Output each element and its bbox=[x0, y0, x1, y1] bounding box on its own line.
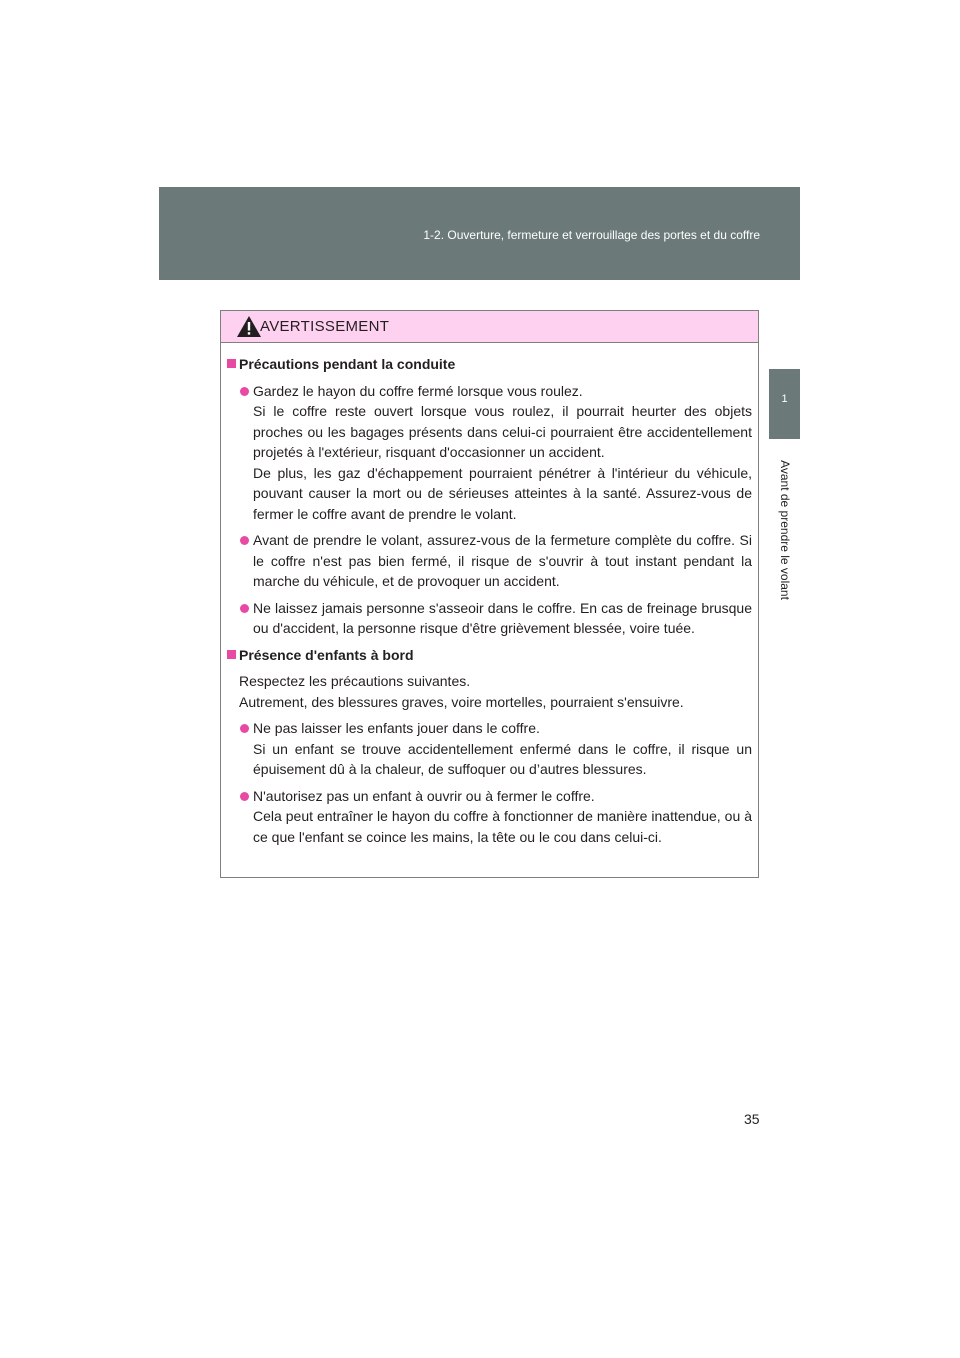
chapter-title: 1-2. Ouverture, fermeture et verrouillage des portes et du coffre bbox=[423, 228, 760, 242]
section-heading: Présence d'enfants à bord bbox=[227, 645, 752, 666]
page-number: 35 bbox=[744, 1111, 760, 1127]
warning-triangle-icon bbox=[236, 315, 262, 338]
warning-title: AVERTISSEMENT bbox=[260, 318, 390, 335]
chapter-tab bbox=[769, 369, 800, 439]
warning-body bbox=[221, 343, 758, 847]
round-bullet-icon bbox=[240, 792, 249, 801]
chapter-side-label: Avant de prendre le volant bbox=[778, 460, 792, 600]
list-item: N'autorisez pas un enfant à ouvrir ou à fermer le coffre. Cela peut entraîner le hayon du coffre à fonctionner de manière inattendue, ou à ce que l'enfant se coince les mains, la tête ou le cou dans celui-ci. bbox=[227, 786, 752, 848]
section-note: Respectez les précautions suivantes. Autrement, des blessures graves, voire mortelles, pourraient s'ensuivre. bbox=[239, 673, 684, 710]
round-bullet-icon bbox=[240, 724, 249, 733]
chapter-number: 1 bbox=[781, 393, 788, 405]
list-item: Gardez le hayon du coffre fermé lorsque vous roulez. Si le coffre reste ouvert lorsque vous roulez, il pourrait heurter des objets proches ou les bagages présents dans celui-ci pourraient être accidentellement projetés à l'extérieur, risquant d'occasionner un accident. De plus, les gaz d'échappement pourraient pénétrer à l'intérieur du véhicule, pouvant causer la mort ou de sérieuses atteintes à la santé. Assurez-vous de fermer le coffre avant de prendre le volant. bbox=[227, 381, 752, 525]
warning-header bbox=[221, 311, 758, 343]
chapter-header-band bbox=[159, 187, 800, 280]
list-item: Ne laissez jamais personne s'asseoir dans le coffre. En cas de freinage brusque ou d'accident, la personne risque d'être grièvement blessée, voire tuée. bbox=[227, 598, 752, 639]
list-item: Avant de prendre le volant, assurez-vous de la fermeture complète du coffre. Si le coffre n'est pas bien fermé, il risque de s'ouvrir à tout instant pendant la marche du véhicule, et de provoquer un accident. bbox=[227, 530, 752, 592]
square-bullet-icon bbox=[227, 650, 236, 659]
round-bullet-icon bbox=[240, 387, 249, 396]
square-bullet-icon bbox=[227, 359, 236, 368]
round-bullet-icon bbox=[240, 536, 249, 545]
warning-box bbox=[220, 310, 759, 878]
section-heading: Précautions pendant la conduite bbox=[227, 354, 752, 375]
round-bullet-icon bbox=[240, 604, 249, 613]
list-item: Ne pas laisser les enfants jouer dans le coffre. Si un enfant se trouve accidentellement enfermé dans le coffre, il risque un épuisement dû à la chaleur, de suffoquer ou d’autres blessures. bbox=[227, 718, 752, 780]
